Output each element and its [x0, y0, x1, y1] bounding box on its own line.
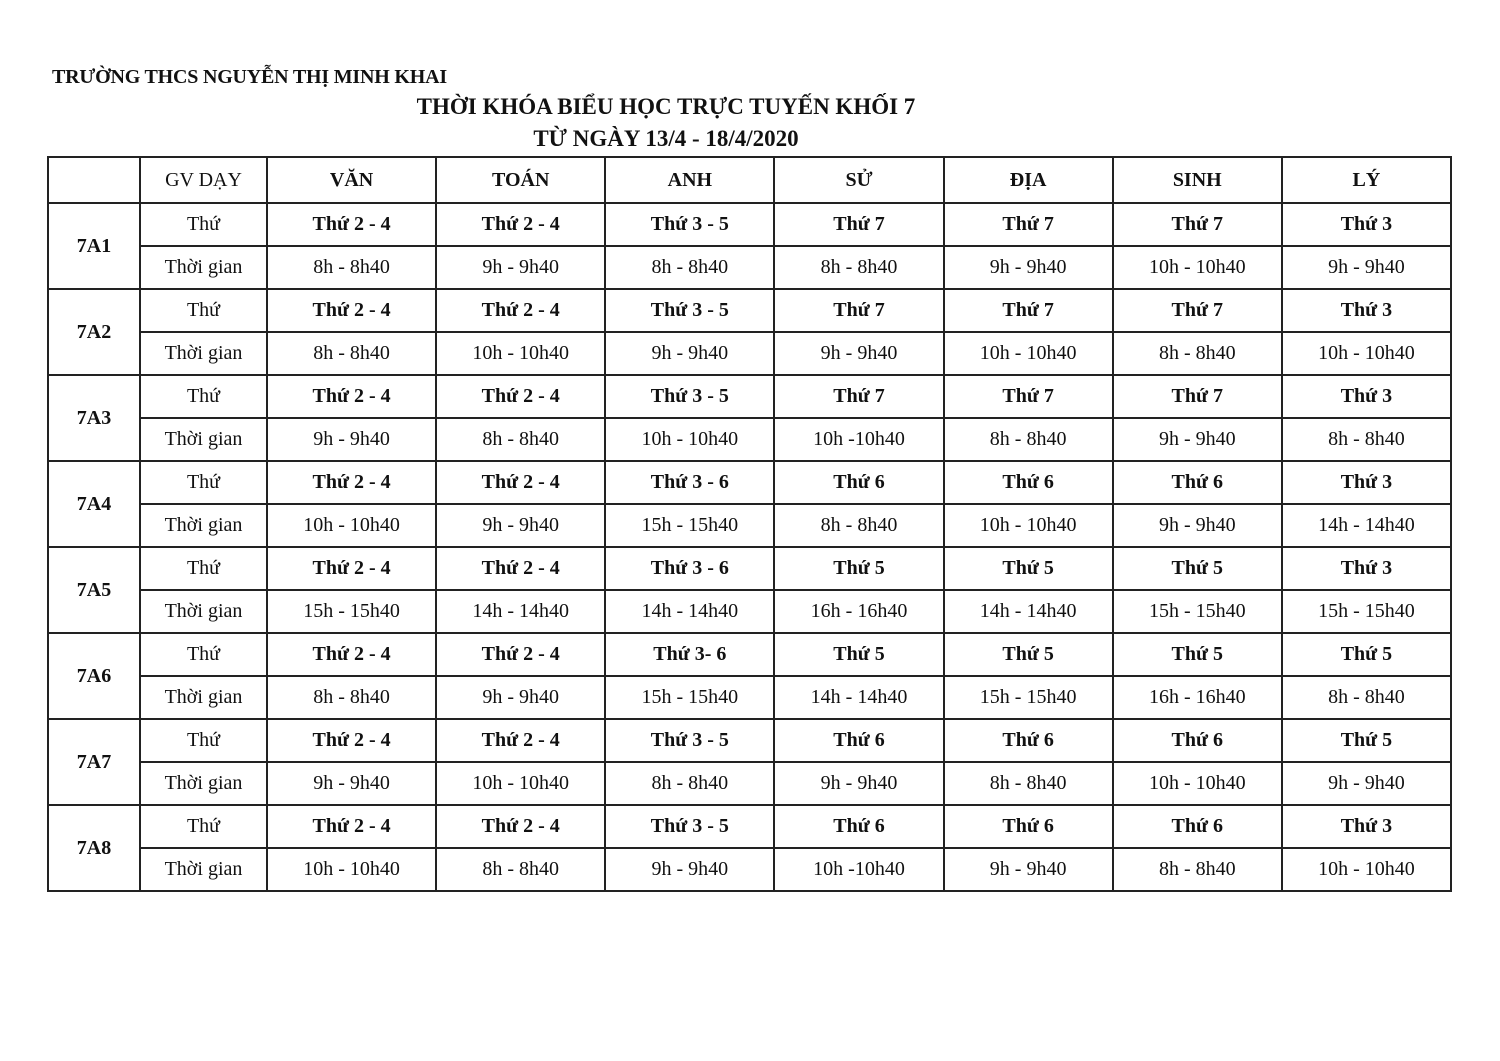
time-cell: 10h - 10h40	[1113, 762, 1282, 805]
day-cell: Thứ 3	[1282, 547, 1451, 590]
time-cell: 9h - 9h40	[605, 332, 774, 375]
day-cell: Thứ 2 - 4	[267, 289, 436, 332]
class-name: 7A6	[48, 633, 140, 719]
day-cell: Thứ 3	[1282, 461, 1451, 504]
time-cell: 9h - 9h40	[267, 418, 436, 461]
day-cell: Thứ 6	[774, 719, 943, 762]
day-cell: Thứ 2 - 4	[267, 547, 436, 590]
table-row-time	[48, 848, 1451, 891]
time-cell: 15h - 15h40	[1113, 590, 1282, 633]
time-cell: 9h - 9h40	[1113, 418, 1282, 461]
day-cell: Thứ 2 - 4	[436, 633, 605, 676]
row-label-time: Thời gian	[140, 848, 267, 891]
time-cell: 15h - 15h40	[944, 676, 1113, 719]
time-cell: 10h - 10h40	[1113, 246, 1282, 289]
day-cell: Thứ 3 - 5	[605, 289, 774, 332]
subject-header: TOÁN	[436, 157, 605, 203]
day-cell: Thứ 2 - 4	[267, 375, 436, 418]
day-cell: Thứ 6	[944, 461, 1113, 504]
day-cell: Thứ 3 - 5	[605, 203, 774, 246]
day-cell: Thứ 7	[1113, 289, 1282, 332]
time-cell: 9h - 9h40	[436, 676, 605, 719]
day-cell: Thứ 6	[774, 461, 943, 504]
day-cell: Thứ 5	[774, 633, 943, 676]
time-cell: 8h - 8h40	[605, 246, 774, 289]
corner-cell	[48, 157, 140, 203]
time-cell: 8h - 8h40	[436, 418, 605, 461]
gv-header: GV DẠY	[140, 157, 267, 203]
day-cell: Thứ 3	[1282, 375, 1451, 418]
day-cell: Thứ 7	[944, 375, 1113, 418]
time-cell: 10h - 10h40	[944, 504, 1113, 547]
time-cell: 9h - 9h40	[267, 762, 436, 805]
time-cell: 10h -10h40	[774, 848, 943, 891]
day-cell: Thứ 3	[1282, 805, 1451, 848]
time-cell: 9h - 9h40	[436, 504, 605, 547]
time-cell: 10h - 10h40	[605, 418, 774, 461]
time-cell: 15h - 15h40	[605, 504, 774, 547]
table-row-day	[48, 805, 1451, 848]
row-label-day: Thứ	[140, 719, 267, 762]
row-label-day: Thứ	[140, 203, 267, 246]
time-cell: 8h - 8h40	[436, 848, 605, 891]
time-cell: 8h - 8h40	[944, 762, 1113, 805]
table-row-time	[48, 418, 1451, 461]
subject-header: SỬ	[774, 157, 943, 203]
day-cell: Thứ 3	[1282, 289, 1451, 332]
row-label-time: Thời gian	[140, 676, 267, 719]
time-cell: 9h - 9h40	[1282, 246, 1451, 289]
class-name: 7A5	[48, 547, 140, 633]
day-cell: Thứ 6	[1113, 719, 1282, 762]
header-row	[48, 157, 1451, 203]
time-cell: 16h - 16h40	[774, 590, 943, 633]
day-cell: Thứ 5	[1113, 547, 1282, 590]
time-cell: 8h - 8h40	[1113, 332, 1282, 375]
day-cell: Thứ 2 - 4	[436, 461, 605, 504]
day-cell: Thứ 5	[774, 547, 943, 590]
day-cell: Thứ 2 - 4	[436, 203, 605, 246]
time-cell: 10h - 10h40	[944, 332, 1113, 375]
day-cell: Thứ 6	[1113, 805, 1282, 848]
row-label-time: Thời gian	[140, 332, 267, 375]
day-cell: Thứ 5	[944, 547, 1113, 590]
class-name: 7A3	[48, 375, 140, 461]
time-cell: 10h - 10h40	[436, 762, 605, 805]
time-cell: 10h - 10h40	[436, 332, 605, 375]
row-label-day: Thứ	[140, 633, 267, 676]
time-cell: 9h - 9h40	[1113, 504, 1282, 547]
time-cell: 14h - 14h40	[774, 676, 943, 719]
subject-header: LÝ	[1282, 157, 1451, 203]
day-cell: Thứ 3 - 6	[605, 461, 774, 504]
time-cell: 8h - 8h40	[774, 504, 943, 547]
date-range: TỪ NGÀY 13/4 - 18/4/2020	[533, 126, 799, 151]
subject-header: VĂN	[267, 157, 436, 203]
day-cell: Thứ 2 - 4	[267, 805, 436, 848]
table-row-time	[48, 332, 1451, 375]
school-name: TRƯỜNG THCS NGUYỄN THỊ MINH KHAI	[52, 66, 447, 88]
day-cell: Thứ 3	[1282, 203, 1451, 246]
day-cell: Thứ 5	[1113, 633, 1282, 676]
subject-header: ĐỊA	[944, 157, 1113, 203]
day-cell: Thứ 7	[774, 203, 943, 246]
day-cell: Thứ 2 - 4	[436, 805, 605, 848]
time-cell: 9h - 9h40	[774, 762, 943, 805]
day-cell: Thứ 3 - 5	[605, 375, 774, 418]
time-cell: 15h - 15h40	[605, 676, 774, 719]
class-name: 7A7	[48, 719, 140, 805]
day-cell: Thứ 5	[1282, 633, 1451, 676]
day-cell: Thứ 7	[944, 289, 1113, 332]
subject-header: SINH	[1113, 157, 1282, 203]
table-row-day	[48, 375, 1451, 418]
time-cell: 8h - 8h40	[1282, 676, 1451, 719]
subject-header: ANH	[605, 157, 774, 203]
row-label-time: Thời gian	[140, 762, 267, 805]
time-cell: 8h - 8h40	[267, 332, 436, 375]
time-cell: 8h - 8h40	[267, 676, 436, 719]
table-row-time	[48, 762, 1451, 805]
row-label-day: Thứ	[140, 547, 267, 590]
day-cell: Thứ 2 - 4	[267, 203, 436, 246]
day-cell: Thứ 3- 6	[605, 633, 774, 676]
day-cell: Thứ 3 - 6	[605, 547, 774, 590]
time-cell: 10h - 10h40	[267, 504, 436, 547]
document-title: THỜI KHÓA BIỂU HỌC TRỰC TUYẾN KHỐI 7	[416, 94, 916, 119]
day-cell: Thứ 7	[774, 375, 943, 418]
day-cell: Thứ 2 - 4	[436, 547, 605, 590]
table-row-day	[48, 633, 1451, 676]
time-cell: 14h - 14h40	[436, 590, 605, 633]
table-row-time	[48, 676, 1451, 719]
time-cell: 9h - 9h40	[774, 332, 943, 375]
class-name: 7A8	[48, 805, 140, 891]
class-name: 7A2	[48, 289, 140, 375]
day-cell: Thứ 6	[944, 719, 1113, 762]
time-cell: 9h - 9h40	[944, 848, 1113, 891]
table-row-time	[48, 246, 1451, 289]
row-label-time: Thời gian	[140, 504, 267, 547]
row-label-day: Thứ	[140, 375, 267, 418]
timetable-body	[48, 203, 1451, 891]
table-row-day	[48, 203, 1451, 246]
time-cell: 9h - 9h40	[1282, 762, 1451, 805]
row-label-day: Thứ	[140, 461, 267, 504]
day-cell: Thứ 2 - 4	[267, 719, 436, 762]
time-cell: 8h - 8h40	[1282, 418, 1451, 461]
class-name: 7A1	[48, 203, 140, 289]
time-cell: 9h - 9h40	[605, 848, 774, 891]
timetable	[47, 156, 1452, 892]
table-row-day	[48, 719, 1451, 762]
day-cell: Thứ 7	[774, 289, 943, 332]
time-cell: 8h - 8h40	[605, 762, 774, 805]
time-cell: 14h - 14h40	[944, 590, 1113, 633]
day-cell: Thứ 5	[1282, 719, 1451, 762]
time-cell: 10h -10h40	[774, 418, 943, 461]
day-cell: Thứ 7	[1113, 375, 1282, 418]
day-cell: Thứ 6	[944, 805, 1113, 848]
day-cell: Thứ 2 - 4	[436, 719, 605, 762]
row-label-time: Thời gian	[140, 418, 267, 461]
time-cell: 10h - 10h40	[1282, 848, 1451, 891]
row-label-day: Thứ	[140, 805, 267, 848]
day-cell: Thứ 3 - 5	[605, 719, 774, 762]
time-cell: 15h - 15h40	[267, 590, 436, 633]
time-cell: 9h - 9h40	[944, 246, 1113, 289]
table-row-day	[48, 547, 1451, 590]
day-cell: Thứ 2 - 4	[436, 375, 605, 418]
day-cell: Thứ 5	[944, 633, 1113, 676]
time-cell: 8h - 8h40	[267, 246, 436, 289]
time-cell: 8h - 8h40	[774, 246, 943, 289]
day-cell: Thứ 2 - 4	[267, 633, 436, 676]
class-name: 7A4	[48, 461, 140, 547]
day-cell: Thứ 6	[774, 805, 943, 848]
time-cell: 8h - 8h40	[1113, 848, 1282, 891]
day-cell: Thứ 7	[944, 203, 1113, 246]
row-label-time: Thời gian	[140, 246, 267, 289]
time-cell: 14h - 14h40	[1282, 504, 1451, 547]
table-row-time	[48, 504, 1451, 547]
time-cell: 16h - 16h40	[1113, 676, 1282, 719]
row-label-time: Thời gian	[140, 590, 267, 633]
time-cell: 14h - 14h40	[605, 590, 774, 633]
table-row-day	[48, 461, 1451, 504]
day-cell: Thứ 2 - 4	[436, 289, 605, 332]
time-cell: 8h - 8h40	[944, 418, 1113, 461]
table-row-time	[48, 590, 1451, 633]
day-cell: Thứ 6	[1113, 461, 1282, 504]
time-cell: 9h - 9h40	[436, 246, 605, 289]
time-cell: 15h - 15h40	[1282, 590, 1451, 633]
time-cell: 10h - 10h40	[267, 848, 436, 891]
row-label-day: Thứ	[140, 289, 267, 332]
time-cell: 10h - 10h40	[1282, 332, 1451, 375]
day-cell: Thứ 3 - 5	[605, 805, 774, 848]
day-cell: Thứ 7	[1113, 203, 1282, 246]
table-row-day	[48, 289, 1451, 332]
day-cell: Thứ 2 - 4	[267, 461, 436, 504]
